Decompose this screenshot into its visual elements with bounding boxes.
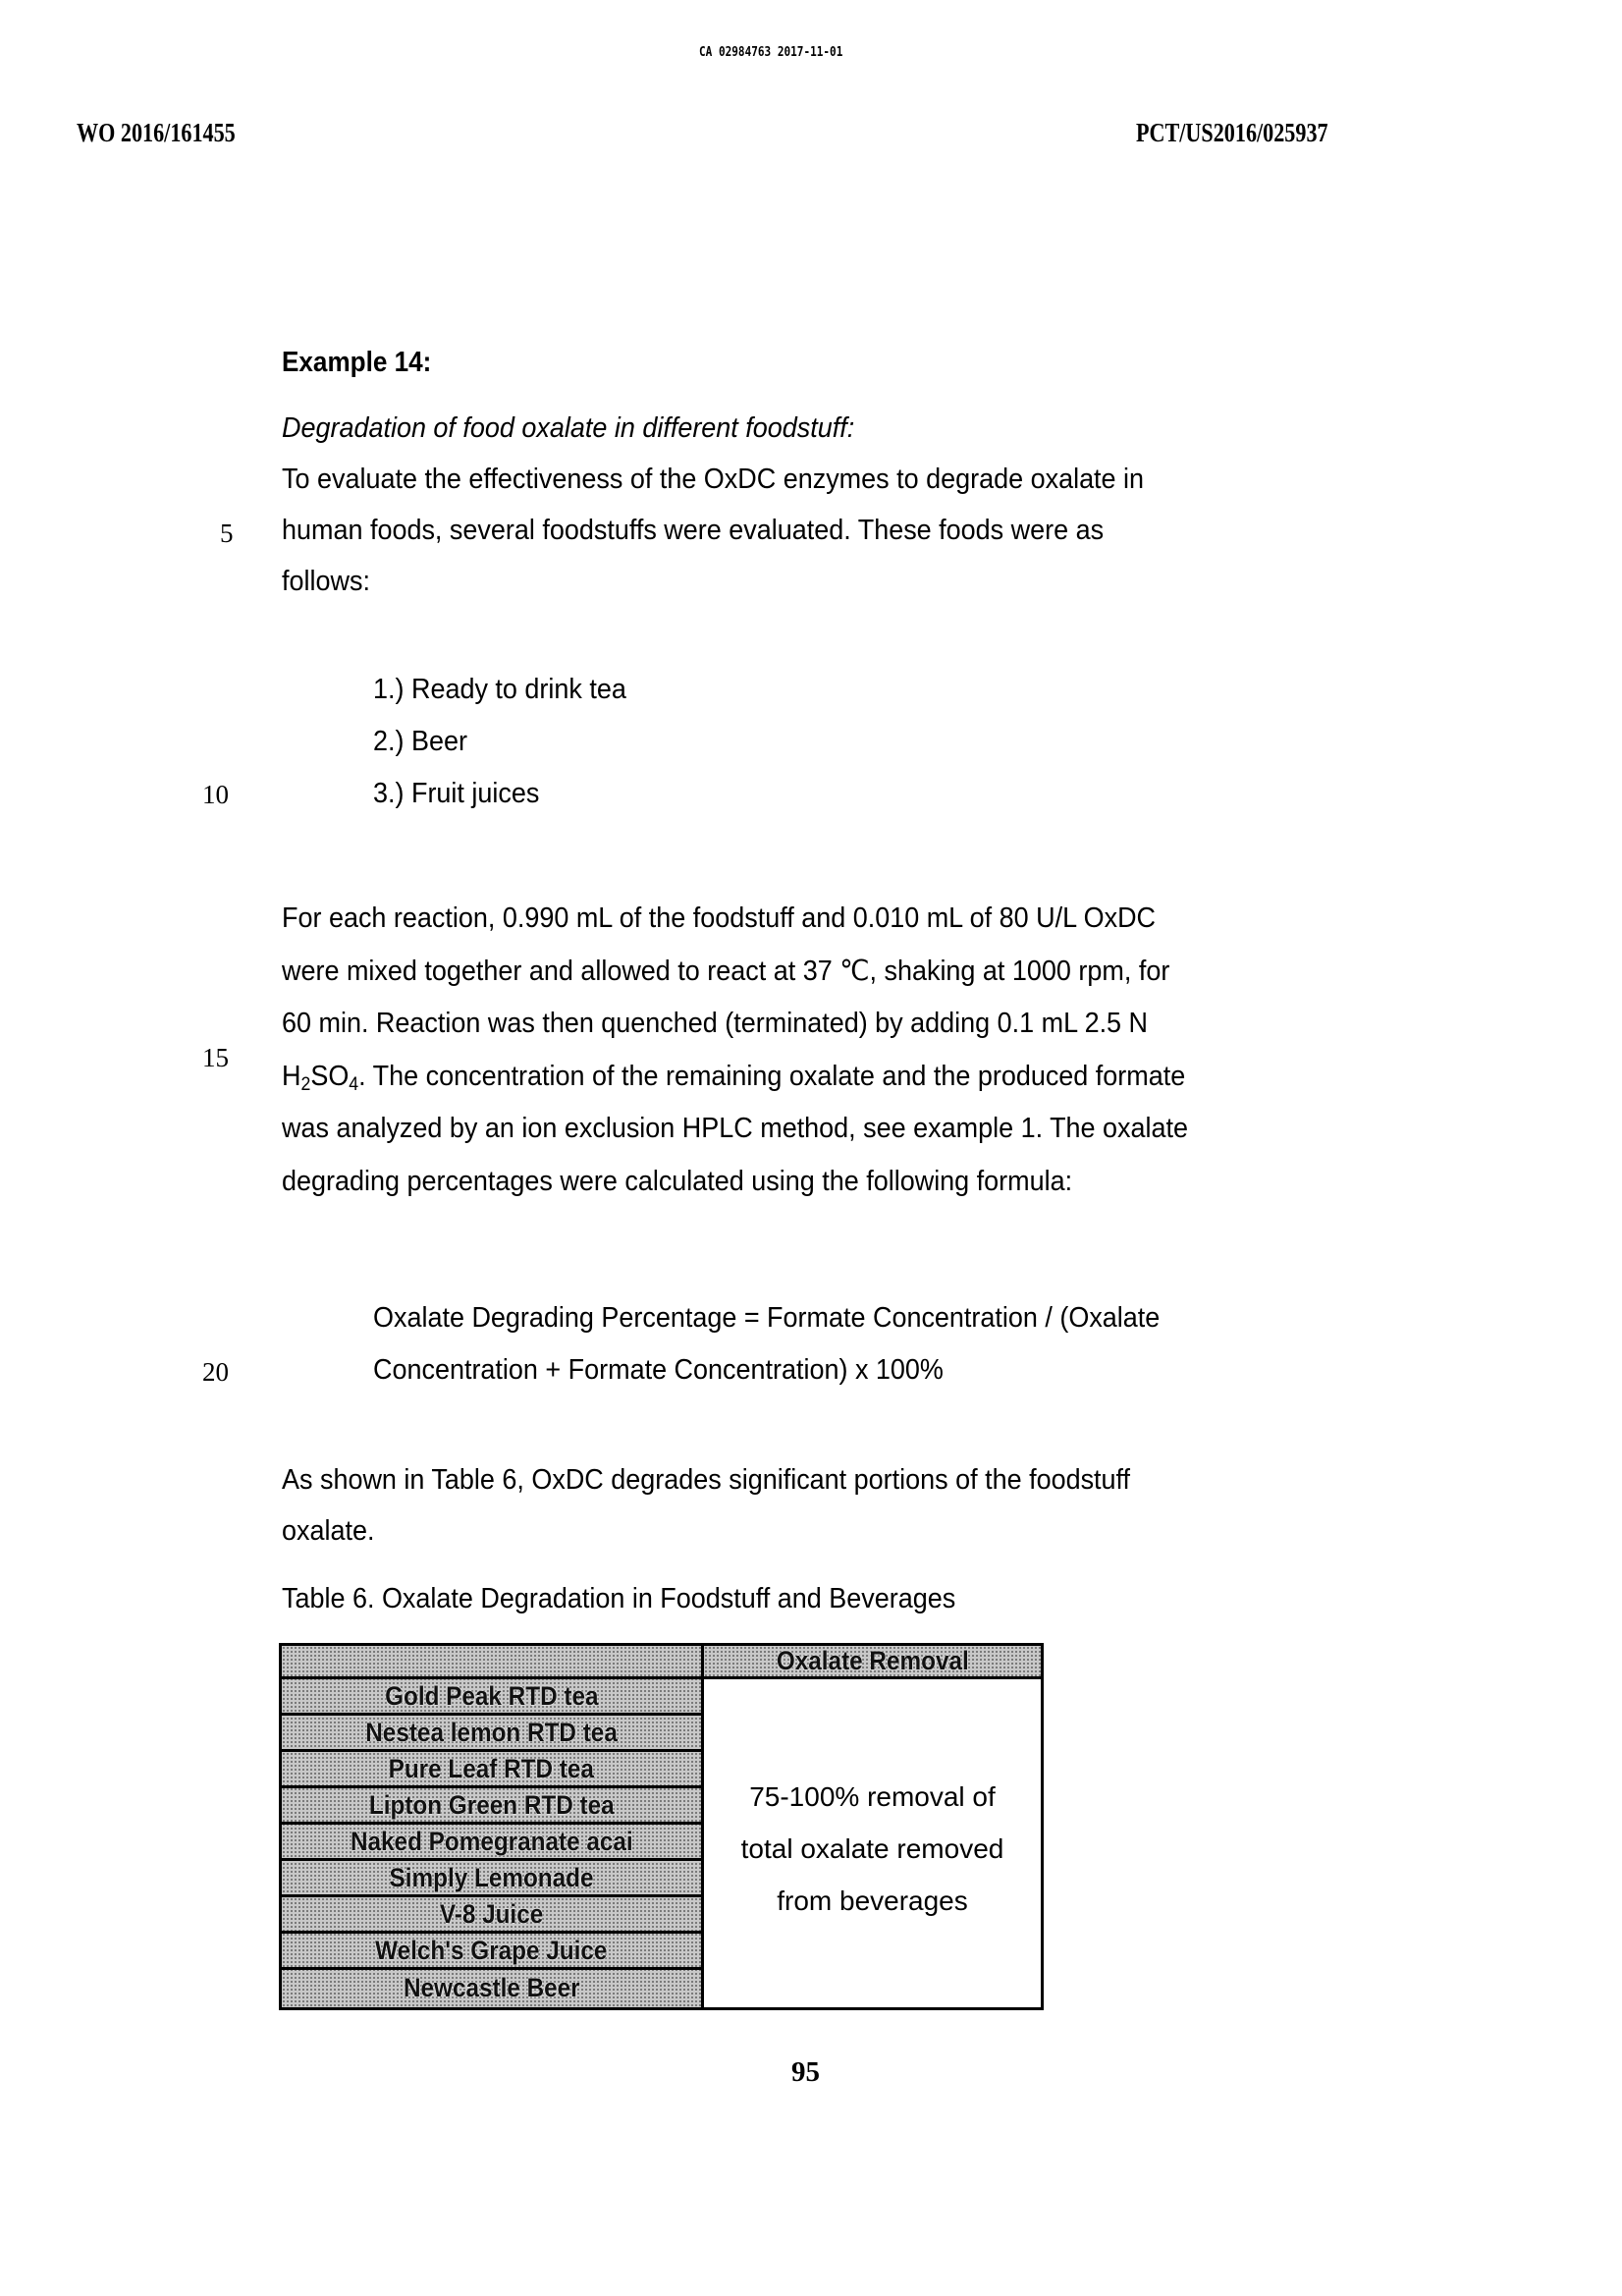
table-row: Lipton Green RTD tea (282, 1788, 701, 1825)
table-header-left (282, 1646, 701, 1679)
table-row: Gold Peak RTD tea (282, 1679, 701, 1716)
intro-line: human foods, several foodstuffs were evaluated. These foods were as (282, 515, 1105, 546)
beverage-column (282, 1646, 704, 2007)
line-number-10: 10 (202, 780, 229, 809)
section-title: Example 14: (282, 347, 432, 378)
merged-result-line: 75-100% removal of (749, 1780, 996, 1812)
chem-h: H (282, 1060, 301, 1092)
application-number: PCT/US2016/025937 (1136, 118, 1328, 147)
result-paragraph (282, 1454, 1194, 1557)
table-row: Simply Lemonade (282, 1861, 701, 1897)
ca-stamp: CA 02984763 2017-11-01 (699, 45, 843, 60)
merged-result-line: from beverages (777, 1885, 968, 1916)
removal-column (704, 1646, 1041, 2007)
table-row: Naked Pomegranate acai (282, 1825, 701, 1861)
section-subtitle: Degradation of food oxalate in different foodstuff: (282, 412, 855, 444)
list-item: 1.) Ready to drink tea (373, 674, 626, 705)
chem-sub-4: 4 (349, 1073, 359, 1095)
food-list (373, 664, 645, 820)
table-caption: Table 6. Oxalate Degradation in Foodstuff and Beverages (282, 1583, 956, 1614)
intro-line: To evaluate the effectiveness of the OxDC enzymes to degrade oxalate in (282, 464, 1145, 495)
chem-sub-2: 2 (300, 1073, 311, 1095)
table-row: Pure Leaf RTD tea (282, 1752, 701, 1788)
method-line: 60 min. Reaction was then quenched (terminated) by adding 0.1 mL 2.5 N (282, 1008, 1149, 1039)
table-header-right: Oxalate Removal (704, 1646, 1041, 1679)
table-row: Welch's Grape Juice (282, 1934, 701, 1970)
intro-line: follows: (282, 566, 370, 597)
list-item: 3.) Fruit juices (373, 778, 540, 809)
oxalate-table (279, 1643, 1044, 2010)
method-line: was analyzed by an ion exclusion HPLC method, see example 1. The oxalate (282, 1113, 1189, 1144)
chem-so: SO (310, 1060, 350, 1092)
result-line: oxalate. (282, 1515, 375, 1547)
table-row: V-8 Juice (282, 1897, 701, 1934)
merged-result-line: total oxalate removed (740, 1832, 1004, 1864)
method-line (282, 1051, 1188, 1104)
formula-line: Oxalate Degrading Percentage = Formate Concentration / (Oxalate (373, 1302, 1161, 1334)
formula-line: Concentration + Formate Concentration) x 100% (373, 1354, 944, 1386)
merged-result-cell (704, 1679, 1041, 2007)
table-row: Nestea lemon RTD tea (282, 1716, 701, 1752)
formula (373, 1292, 1219, 1396)
method-line: For each reaction, 0.990 mL of the foodstuff and 0.010 mL of 80 U/L OxDC (282, 902, 1157, 934)
intro-paragraph (282, 454, 1209, 607)
list-item: 2.) Beer (373, 726, 467, 757)
method-line: were mixed together and allowed to react at 37 ℃, shaking at 1000 rpm, for (282, 955, 1170, 987)
line-number-15: 15 (202, 1043, 229, 1072)
method-paragraph (282, 893, 1257, 1208)
line-number-5: 5 (220, 519, 234, 548)
page-number: 95 (791, 2056, 820, 2088)
publication-number: WO 2016/161455 (77, 118, 236, 147)
method-line: degrading percentages were calculated using the following formula: (282, 1165, 1073, 1197)
table-row: Newcastle Beer (403, 1973, 580, 2002)
result-line: As shown in Table 6, OxDC degrades significant portions of the foodstuff (282, 1464, 1131, 1496)
line-number-20: 20 (202, 1357, 229, 1387)
method-line-rest: . The concentration of the remaining oxalate and the produced formate (358, 1060, 1186, 1092)
